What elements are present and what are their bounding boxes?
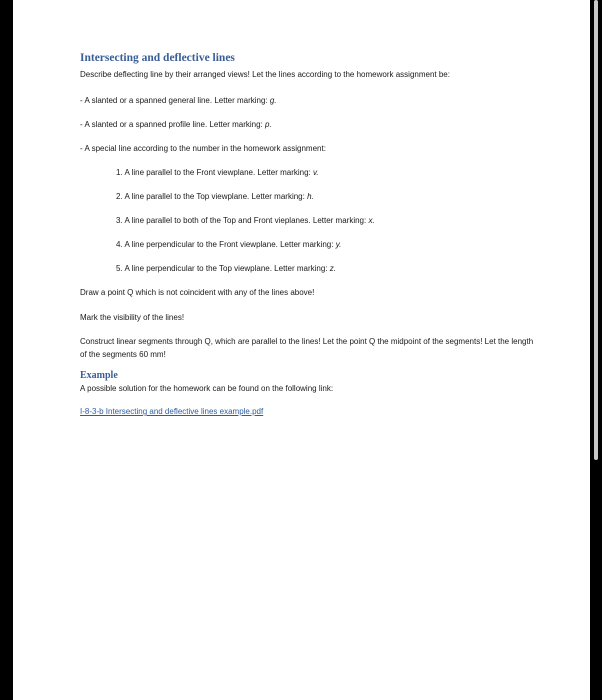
bullet-item-general-line: [80, 94, 540, 107]
bullet-item-profile-line: [80, 118, 540, 131]
bullet-letter: p.: [265, 120, 272, 129]
example-heading: Example: [80, 370, 118, 381]
page-title: Intersecting and deflective lines: [80, 52, 235, 64]
bullet-text: - A slanted or a spanned profile line. Letter marking:: [80, 120, 265, 129]
document-page: [13, 0, 590, 700]
numbered-text: 4. A line perpendicular to the Front viewplane. Letter marking:: [116, 240, 336, 249]
numbered-text: 2. A line parallel to the Top viewplane. Letter marking:: [116, 192, 308, 201]
numbered-item-4: [116, 238, 540, 251]
document-content: [80, 52, 540, 418]
numbered-letter: z.: [329, 264, 336, 273]
numbered-text: 5. A line perpendicular to the Top viewplane. Letter marking:: [116, 264, 330, 273]
numbered-letter: v.: [313, 168, 319, 177]
numbered-item-3: [116, 214, 540, 227]
visibility-instruction: Mark the visibility of the lines!: [80, 313, 185, 322]
numbered-item-5: [116, 262, 540, 275]
example-text: A possible solution for the homework can be found on the following link:: [80, 384, 334, 393]
bullet-letter: g.: [269, 96, 277, 105]
example-pdf-link[interactable]: I-8-3-b Intersecting and deflective lines example.pdf: [80, 407, 264, 416]
construct-instruction: Construct linear segments through Q, which are parallel to the lines! Let the point Q the midpoint of the segments! Let the length of the segments 60 mm!: [80, 337, 534, 359]
bullet-text: - A special line according to the number in the homework assignment:: [80, 144, 326, 153]
scrollbar[interactable]: [594, 0, 598, 460]
numbered-item-1: [116, 166, 540, 179]
draw-point-instruction: Draw a point Q which is not coincident with any of the lines above!: [80, 288, 315, 297]
numbered-letter: x.: [368, 216, 375, 225]
numbered-text: 3. A line parallel to both of the Top and Front vieplanes. Letter marking:: [116, 216, 369, 225]
bullet-item-special-line: [80, 142, 540, 155]
numbered-text: 1. A line parallel to the Front viewplane. Letter marking:: [116, 168, 313, 177]
numbered-item-2: [116, 190, 540, 203]
bullet-text: - A slanted or a spanned general line. Letter marking:: [80, 96, 270, 105]
numbered-letter: h.: [307, 192, 314, 201]
numbered-letter: y.: [335, 240, 342, 249]
intro-text: Describe deflecting line by their arranged views! Let the lines according to the homework assignment be:: [80, 70, 450, 79]
